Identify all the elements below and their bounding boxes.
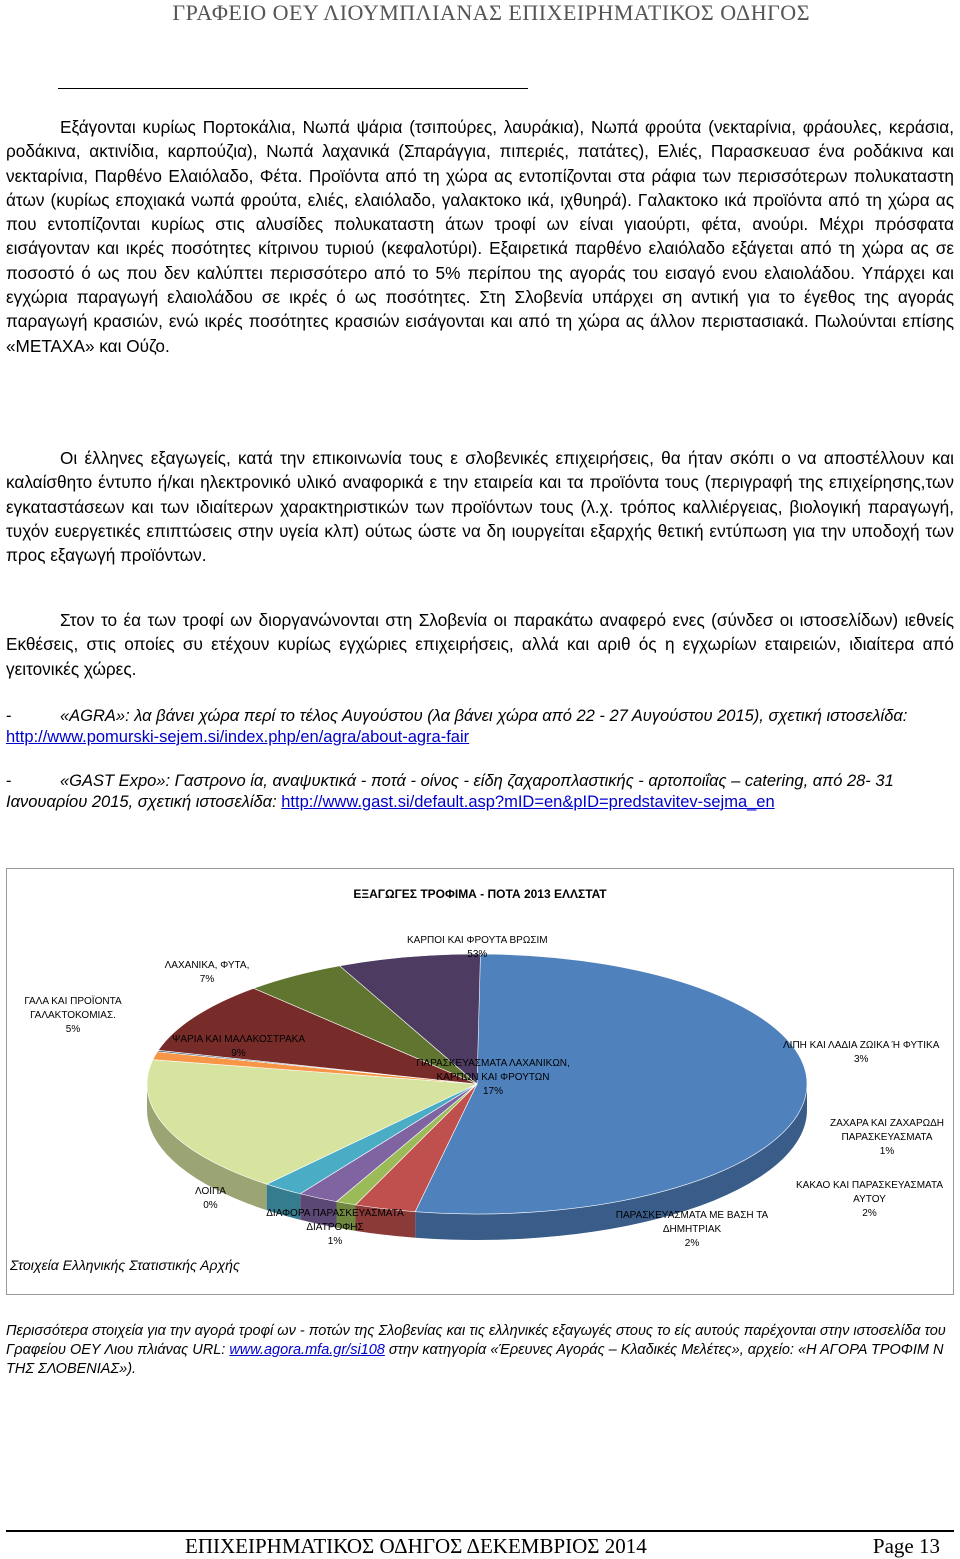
label-dairy: ΓΑΛΑ ΚΑΙ ΠΡΟΪΟΝΤΑ ΓΑΛΑΚΤΟΚΟΜΙΑΣ. 5%: [24, 996, 122, 1035]
footnote: [6, 1322, 954, 1379]
page-number: Page 13: [872, 1534, 940, 1558]
label-vegetables: ΛΑΧΑΝΙΚΑ, ΦΥΤΑ, 7%: [164, 960, 250, 985]
footer-title: ΕΠΙΧΕΙΡΗΜΑΤΙΚΟΣ ΟΔΗΓΟΣ ΔΕΚΕΜΒΡΙΟΣ 2014: [185, 1534, 647, 1558]
list-dash: -: [6, 772, 12, 790]
label-fats-oils: ΛΙΠΗ ΚΑΙ ΛΑΔΙΑ ΖΩΙΚΑ Ή ΦΥΤΙΚΑ 3%: [783, 1040, 940, 1065]
exports-pie-chart: [6, 868, 954, 1295]
label-misc-preparations: ΔΙΑΦΟΡΑ ΠΑΡΑΣΚΕΥΑΣΜΑΤΑ ΔΙΑΤΡΟΦΗΣ 1%: [266, 1208, 404, 1247]
label-sugars: ΖΑΧΑΡΑ ΚΑΙ ΖΑΧΑΡΩΔΗ ΠΑΡΑΣΚΕΥΑΣΜΑΤΑ 1%: [829, 1118, 944, 1157]
label-fruits: ΚΑΡΠΟΙ ΚΑΙ ΦΡΟΥΤΑ ΒΡΩΣΙΜ 53%: [407, 935, 548, 960]
paragraph-exporters-advice: Οι έλληνες εξαγωγείς, κατά την επικοινωνία τους ε σλοβενικές επιχειρήσεις, θα ήταν σκόπι ο να αποστέλλουν και καλαίσθητο έντυπο ή/και ηλεκτρονικό υλικό αναφορικά ε την εταιρεία και τα προϊόντα τους (περιγραφή της επιχείρησης,των εγκαταστάσεων και των ιδιαίτερων χαρακτηριστικών των προϊόντων τους (λ.χ. τρόπος καλλιέργειας, βιολογική παραγωγή, τυχόν ευεργετικές επιπτώσεις στην υγεία κλπ) ούτως ώστε να δη ιουργείται εξαρχής θετική εντύπωση για την υποδοχή των προς εξαγωγή προϊόντων.: [6, 448, 954, 566]
label-veg-preparations: ΠΑΡΑΣΚΕΥΑΣΜΑΤΑ ΛΑΧΑΝΙΚΩΝ, ΚΑΡΠΩΝ ΚΑΙ ΦΡΟΥΤΩΝ 17%: [416, 1058, 570, 1097]
label-cocoa: ΚΑΚΑΟ ΚΑΙ ΠΑΡΑΣΚΕΥΑΣΜΑΤΑ ΑΥΤΟΥ 2%: [795, 1180, 943, 1219]
chart-source: Στοιχεία Ελληνικής Στατιστικής Αρχής: [10, 1257, 240, 1273]
label-other: ΛΟΙΠΑ 0%: [195, 1186, 226, 1211]
chart-title: ΕΞΑΓΩΓΕΣ ΤΡΟΦΙΜΑ - ΠΟΤΑ 2013 ΕΛΛΣΤΑΤ: [353, 887, 607, 901]
fair-item-gast: [6, 771, 954, 813]
paragraph-exports: Εξάγονται κυρίως Πορτοκάλια, Νωπά ψάρια (τσιπούρες, λαυράκια), Νωπά φρούτα (νεκταρίνια, φράουλες, κεράσια, ροδάκινα, ακτινίδια, καρπούζια), Νωπά λαχανικά (Σπαράγγια, πιπεριές, πατάτες), Ελιές, Παρασκευασ ένα ροδάκινα και νεκταρίνια, Παρθένο Ελαιόλαδο, Φέτα. Προϊόντα από τη χώρα ας εντοπίζονται στα ράφια των περισσότερων πολυκαταστη άτων (κυρίως εποχιακά νωπά φρούτα, ελιές, ελαιόλαδο, γαλακτοκο ικά, ιχθυηρά). Γαλακτοκο ικά προϊόντα από τη χώρα ας που εντοπίζονται κυρίως στις αλυσίδες πολυκαταστη άτων τροφί ων είναι γιαούρτι, φέτα, ανούρι. Μέχρι πρόσφατα εισάγονταν και ικρές ποσότητες κίτρινου τυριού (κεφαλοτύρι). Εξαιρετικά παρθένο ελαιόλαδο εξάγεται από τη χώρα ας σε ποσοστό ό ως που δεν καλύπτει περισσότερο από το 5% περίπου της αγοράς του εισαγό ενου ελαιολάδου. Υπάρχει και εγχώρια παραγωγή ελαιολάδου σε ικρές ό ως ποσότητες. Στη Σλοβενία υπάρχει ση αντική για το έγεθος της αγοράς παραγωγή κρασιών, ενώ ικρές ποσότητες κρασιών εισάγονται και από τη χώρα ας άλλον περιστασιακά. Πωλούνται επίσης «ΜΕΤΑΧΑ» και Ούζο.: [6, 117, 954, 356]
fair-item-agra: [6, 706, 954, 748]
gast-link[interactable]: http://www.gast.si/default.asp?mID=en&pID=predstavitev-sejma_en: [281, 793, 775, 811]
page-header: [0, 0, 960, 95]
list-dash: -: [6, 707, 12, 725]
header-rule: [58, 88, 528, 89]
label-cereals: ΠΑΡΑΣΚΕΥΑΣΜΑΤΑ ΜΕ ΒΑΣΗ ΤΑ ΔΗΜΗΤΡΙΑΚ 2%: [615, 1210, 769, 1249]
agra-link[interactable]: http://www.pomurski-sejem.si/index.php/en/agra/about-agra-fair: [6, 728, 470, 746]
label-fish: ΨΑΡΙΑ ΚΑΙ ΜΑΛΑΚΟΣΤΡΑΚΑ 9%: [172, 1034, 305, 1059]
agora-link[interactable]: www.agora.mfa.gr/si108: [229, 1342, 385, 1358]
footnote-tail: στην κατηγορία «Έρευνες Αγοράς – Κλαδικές Μελέτες», αρχείο: «Η ΑΓΟΡΑ ΤΡΟΦΙΜ Ν ΤΗΣ ΣΛΟΒΕΝΙΑΣ»).: [6, 1342, 944, 1377]
header-title: ΓΡΑΦΕΙΟ ΟΕΥ ΛΙΟΥΜΠΛΙΑΝΑΣ ΕΠΙΧΕΙΡΗΜΑΤΙΚΟΣ ΟΔΗΓΟΣ: [172, 0, 810, 25]
page-footer: [0, 1528, 960, 1557]
fair-text: «AGRA»: λα βάνει χώρα περί το τέλος Αυγούστου (λα βάνει χώρα από 22 - 27 Αυγούστου 2015), σχετική ιστοσελίδα:: [60, 707, 908, 725]
footnote-text: Περισσότερα στοιχεία για την αγορά τροφί ων - ποτών της Σλοβενίας και τις ελληνικές εξαγωγές στους τo είς αυτούς παρέχονται στην ιστοσελίδα του Γραφείου ΟΕΥ Λιου πλιάνας URL:: [6, 1323, 946, 1358]
fair-text: «GAST Expo»: Γαστρονο ία, αναψυκτικά - ποτά - οίνος - είδη ζαχαροπλαστικής - αρτοποιΐας – catering, από 28- 31 Ιανουαρίου 2015, σχετική ιστοσελίδα:: [6, 772, 894, 811]
paragraph-fairs-intro: Στον το έα των τροφί ων διοργανώνονται στη Σλοβενία οι παρακάτω αναφερό ενες (σύνδεσ οι ιστοσελίδων) ιεθνείς Εκθέσεις, στις οποίες συ ετέχουν κυρίως εγχώριες επιχειρήσεις, αλλά και αριθ ός η εγχωρίων εταιρειών, ιδιαίτερα από γειτονικές χώρες.: [6, 610, 954, 679]
footer-rule: [6, 1530, 954, 1532]
